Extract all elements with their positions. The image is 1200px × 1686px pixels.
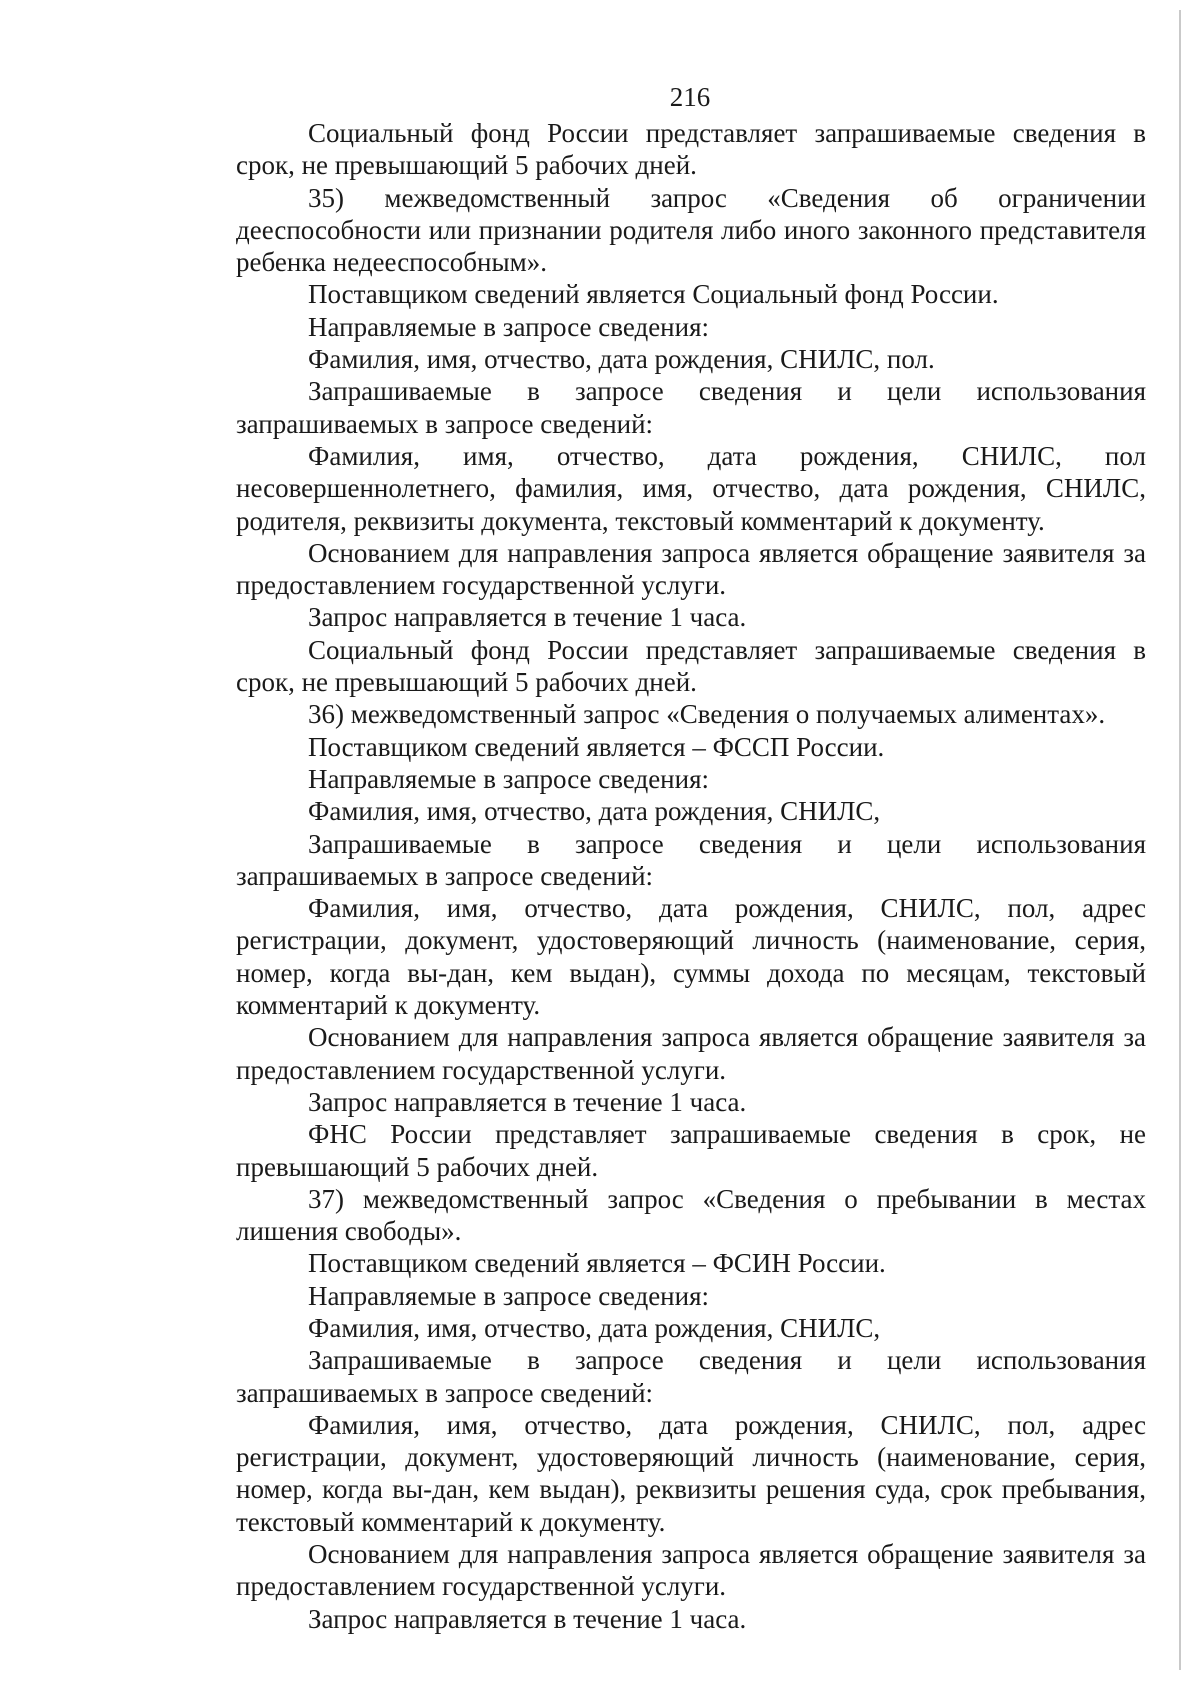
paragraph: 36) межведомственный запрос «Сведения о получаемых алиментах».: [308, 699, 1106, 730]
paragraph: Фамилия, имя, отчество, дата рождения, СНИЛС,: [308, 1312, 881, 1343]
paragraph: Социальный фонд России представляет запрашиваемые сведения в срок, не превышающий 5 рабочих дней.: [236, 634, 1146, 698]
paragraph: Запрос направляется в течение 1 часа.: [308, 602, 747, 633]
paragraph: Направляемые в запросе сведения:: [308, 1280, 709, 1311]
paragraph: Запрашиваемые в запросе сведения и цели использования запрашиваемых в запросе сведений:: [236, 828, 1146, 891]
paragraph: Фамилия, имя, отчество, дата рождения, СНИЛС, пол, адрес регистрации, документ, удостоверяющий личность (наименование, серия, номер, когда вы-дан, кем выдан), реквизиты решения суда, срок пребывания, текстовый комментарий к документу.: [236, 1409, 1146, 1537]
paragraph: Направляемые в запросе сведения:: [308, 311, 709, 342]
paragraph: Основанием для направления запроса является обращение заявителя за предоставлением государственной услуги.: [236, 537, 1146, 601]
paragraph: Поставщиком сведений является – ФССП России.: [308, 731, 885, 762]
document-body: [236, 117, 1146, 1635]
paragraph: Фамилия, имя, отчество, дата рождения, СНИЛС,: [308, 796, 881, 827]
paragraph: Социальный фонд России представляет запрашиваемые сведения в срок, не превышающий 5 рабочих дней.: [236, 118, 1146, 181]
paragraph: Фамилия, имя, отчество, дата рождения, СНИЛС, пол несовершеннолетнего, фамилия, имя, отчество, дата рождения, СНИЛС, родителя, реквизиты документа, текстовый комментарий к документу.: [236, 440, 1146, 536]
scan-edge-line: [1179, 10, 1181, 1670]
paragraph: Фамилия, имя, отчество, дата рождения, СНИЛС, пол.: [308, 344, 935, 375]
paragraph: Основанием для направления запроса является обращение заявителя за предоставлением государственной услуги.: [236, 1539, 1146, 1602]
paragraph: Фамилия, имя, отчество, дата рождения, СНИЛС, пол, адрес регистрации, документ, удостоверяющий личность (наименование, серия, номер, когда вы-дан, кем выдан), суммы дохода по месяцам, текстовый комментарий к документу.: [236, 893, 1146, 1021]
paragraph: Запрашиваемые в запросе сведения и цели использования запрашиваемых в запросе сведений:: [236, 376, 1146, 439]
paragraph: Запрос направляется в течение 1 часа.: [308, 1603, 747, 1634]
paragraph: Поставщиком сведений является – ФСИН России.: [308, 1248, 886, 1279]
paragraph: ФНС России представляет запрашиваемые сведения в срок, не превышающий 5 рабочих дней.: [236, 1119, 1146, 1182]
page-number: 216: [669, 82, 711, 112]
paragraph: Основанием для направления запроса является обращение заявителя за предоставлением государственной услуги.: [236, 1022, 1146, 1085]
paragraph: Поставщиком сведений является Социальный фонд России.: [308, 279, 999, 310]
paragraph: Направляемые в запросе сведения:: [308, 763, 709, 794]
paragraph: 37) межведомственный запрос «Сведения о пребывании в местах лишения свободы».: [236, 1183, 1146, 1247]
paragraph: Запрашиваемые в запросе сведения и цели использования запрашиваемых в запросе сведений:: [236, 1345, 1146, 1408]
paragraph: Запрос направляется в течение 1 часа.: [308, 1086, 747, 1117]
paragraph: 35) межведомственный запрос «Сведения об ограничении дееспособности или признании родителя либо иного законного представителя ребенка недееспособным».: [236, 182, 1146, 278]
